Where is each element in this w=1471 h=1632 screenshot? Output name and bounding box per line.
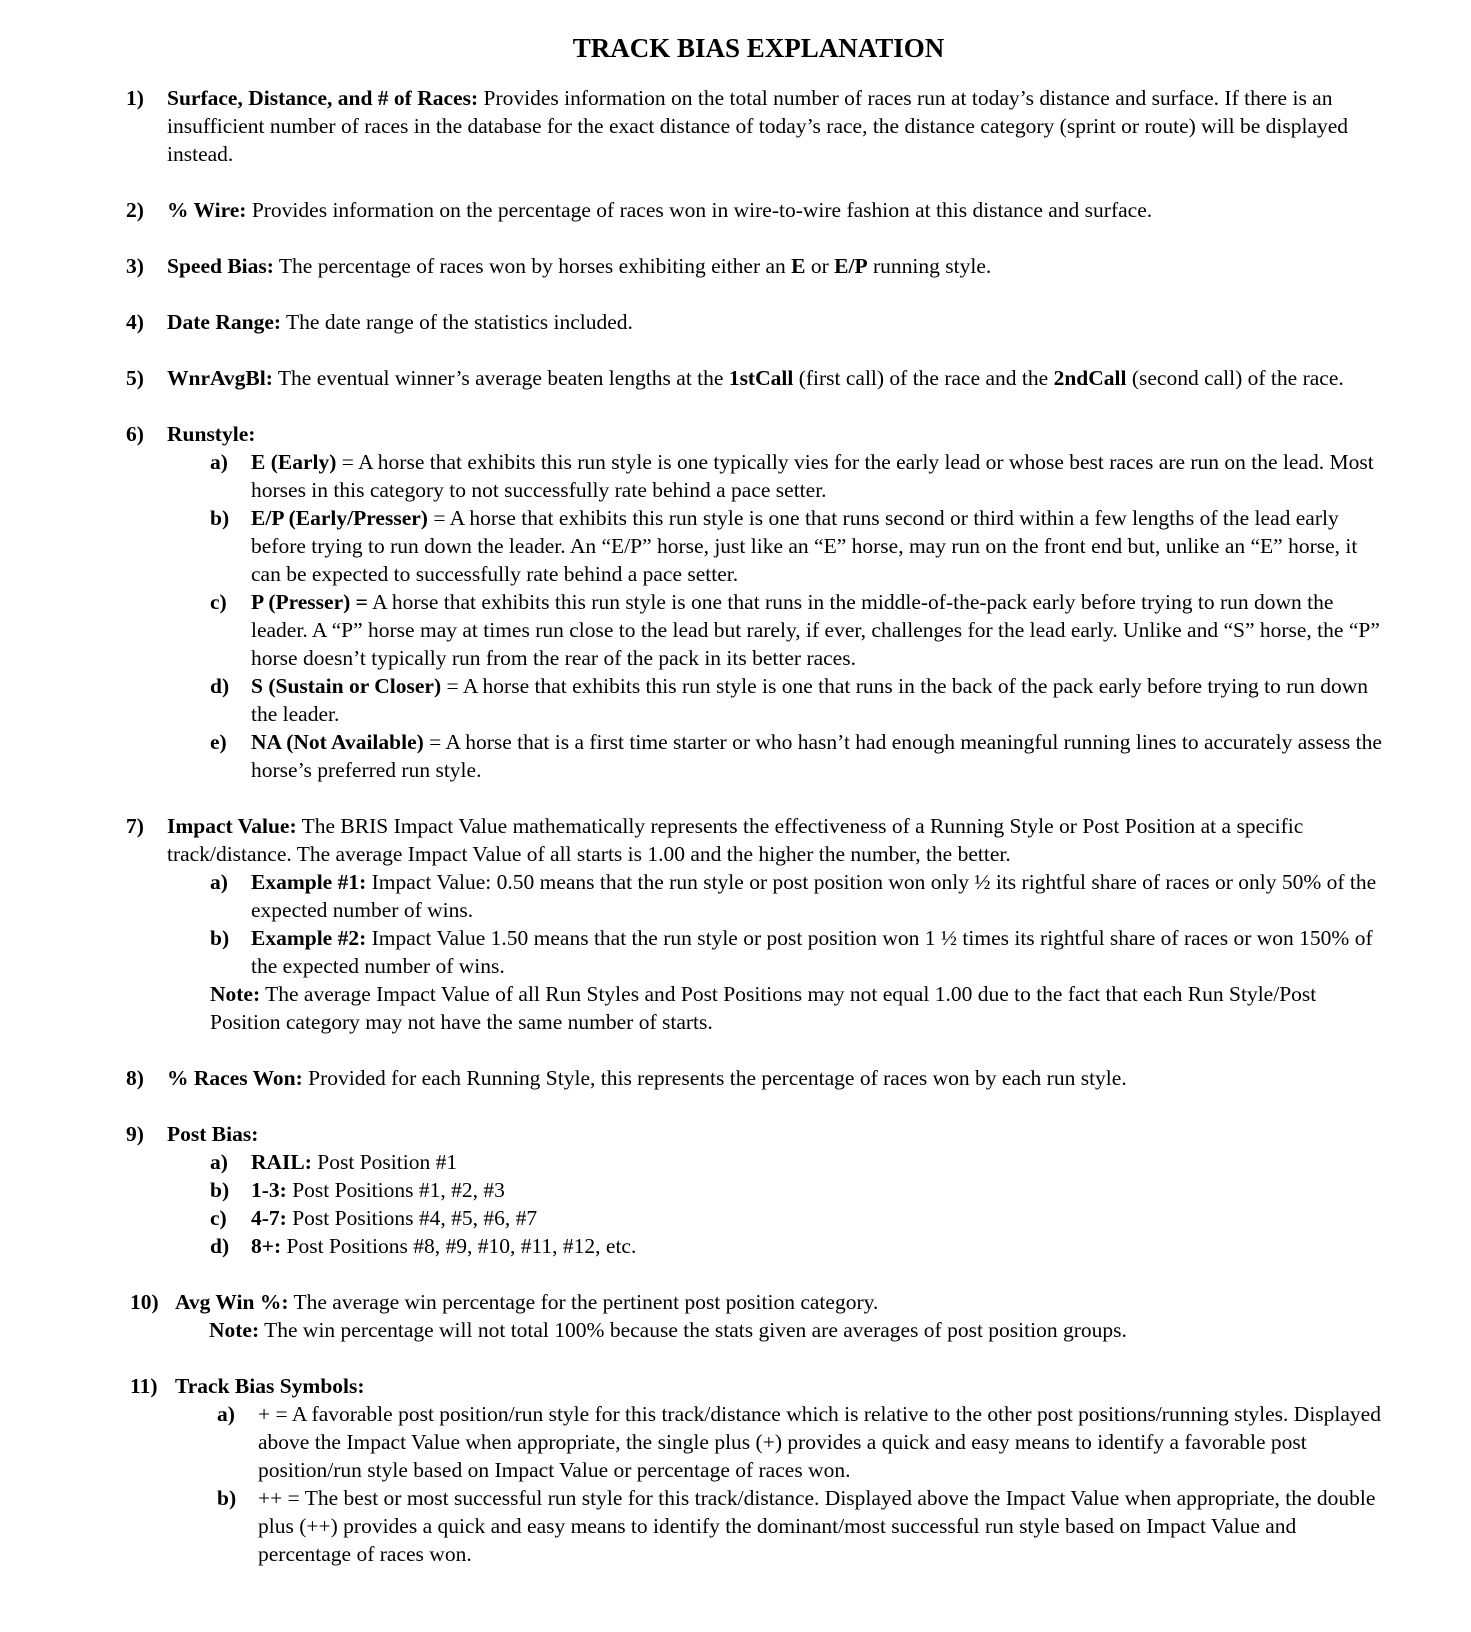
item-term: WnrAvgBl: <box>167 366 273 390</box>
sub-item <box>210 672 1391 728</box>
item-text: (first call) of the race and the <box>793 366 1054 390</box>
sub-term: 1-3: <box>251 1178 287 1202</box>
item-text: running style. <box>867 254 992 278</box>
sub-letter: b) <box>210 506 230 530</box>
item-number: 10) <box>130 1290 159 1314</box>
sub-item <box>210 1232 1391 1260</box>
item-text: or <box>805 254 835 278</box>
item-wire <box>126 196 1391 224</box>
sub-text: A horse that exhibits this run style is one that runs in the middle-of-the-pack early before trying to run down the leader. A “P” horse may at times run close to the lead but rarely, if ever, challenges for the lead early. Unlike and “S” horse, the “P” horse doesn’t typically run from the rear of the pack in its better races. <box>251 590 1380 670</box>
item-term: Avg Win %: <box>175 1290 289 1314</box>
sub-item <box>210 728 1391 784</box>
sub-term: E (Early) <box>251 450 337 474</box>
sub-text: + = A favorable post position/run style for this track/distance which is relative to the other post positions/running styles. Displayed above the Impact Value when appropriate, the single plus (+) provides a quick and easy means to identify a favorable post position/run style based on Impact Value or percentage of races won. <box>258 1402 1381 1482</box>
item-wnravgbl <box>126 364 1391 392</box>
sub-letter: c) <box>210 590 227 614</box>
sub-text: Post Positions #8, #9, #10, #11, #12, etc. <box>281 1234 637 1258</box>
sub-text: Post Positions #1, #2, #3 <box>286 1178 505 1202</box>
sub-letter: c) <box>210 1206 227 1230</box>
item-impact-value <box>126 812 1391 1036</box>
item-avg-win <box>126 1288 1391 1344</box>
item-number: 2) <box>126 198 144 222</box>
item-number: 7) <box>126 814 144 838</box>
item-term: Surface, Distance, and # of Races: <box>167 86 479 110</box>
item-term: % Races Won: <box>167 1066 303 1090</box>
sub-letter: a) <box>217 1402 235 1426</box>
sub-letter: e) <box>210 730 227 754</box>
sub-letter: a) <box>210 450 228 474</box>
sub-term: Example #1: <box>251 870 367 894</box>
sub-item <box>210 868 1391 924</box>
item-text: Provided for each Running Style, this represents the percentage of races won by each run style. <box>302 1066 1127 1090</box>
item-number: 1) <box>126 86 144 110</box>
item-term: % Wire: <box>167 198 247 222</box>
item-track-bias-symbols <box>126 1372 1391 1568</box>
item-text: Provides information on the total number of races run at today’s distance and surface. If there is an insufficient number of races in the database for the exact distance of today’s race, the distance category (sprint or route) will be displayed instead. <box>167 86 1349 166</box>
item-races-won <box>126 1064 1391 1092</box>
item-text: The percentage of races won by horses exhibiting either an <box>273 254 792 278</box>
page-title: TRACK BIAS EXPLANATION <box>572 33 945 63</box>
sub-letter: b) <box>210 1178 230 1202</box>
sub-text: Post Positions #4, #5, #6, #7 <box>286 1206 538 1230</box>
sub-term: RAIL: <box>251 1150 312 1174</box>
item-term: Post Bias: <box>167 1122 259 1146</box>
sub-letter: d) <box>210 1234 230 1258</box>
sub-term: Example #2: <box>251 926 367 950</box>
sub-text: Impact Value 1.50 means that the run style or post position won 1 ½ times its rightful share of races or won 150% of the expected number of wins. <box>251 926 1373 978</box>
item-term: Date Range: <box>167 310 282 334</box>
sub-letter: b) <box>217 1486 237 1510</box>
sub-term: 8+: <box>251 1234 282 1258</box>
note-text: The win percentage will not total 100% because the stats given are averages of post position groups. <box>259 1318 1127 1342</box>
sub-item <box>217 1400 1391 1484</box>
sub-item <box>217 1484 1391 1568</box>
sub-item <box>210 448 1391 504</box>
sub-item <box>210 588 1391 672</box>
note <box>209 1316 1391 1344</box>
item-text: The average win percentage for the pertinent post position category. <box>288 1290 879 1314</box>
item-term: Track Bias Symbols: <box>175 1374 365 1398</box>
sub-letter: b) <box>210 926 230 950</box>
sub-term: 4-7: <box>251 1206 287 1230</box>
item-term: Runstyle: <box>167 422 256 446</box>
sub-text: = A horse that exhibits this run style is one that runs second or third within a few lengths of the lead early before trying to run down the leader. An “E/P” horse, just like an “E” horse, may run on the front end but, unlike an “E” horse, it can be expected to successfully rate behind a pace setter. <box>251 506 1358 586</box>
note-term: Note: <box>210 982 261 1006</box>
item-term: Speed Bias: <box>167 254 274 278</box>
sub-item <box>210 924 1391 980</box>
sub-text: = A horse that exhibits this run style is one that runs in the back of the pack early before trying to run down the leader. <box>251 674 1369 726</box>
item-text: The BRIS Impact Value mathematically represents the effectiveness of a Running Style or Post Position at a specific track/distance. The average Impact Value of all starts is 1.00 and the higher the number, the better. <box>167 814 1304 866</box>
sub-text: Impact Value: 0.50 means that the run style or post position won only ½ its rightful share of races or only 50% of the expected number of wins. <box>251 870 1377 922</box>
item-speed-bias <box>126 252 1391 280</box>
item-number: 9) <box>126 1122 144 1146</box>
item-text: (second call) of the race. <box>1126 366 1344 390</box>
sub-letter: a) <box>210 1150 228 1174</box>
sub-letter: d) <box>210 674 230 698</box>
note-term: Note: <box>209 1318 260 1342</box>
sub-item <box>210 1204 1391 1232</box>
item-surface-distance <box>126 84 1391 168</box>
sub-text: Post Position #1 <box>311 1150 458 1174</box>
item-text: The date range of the statistics included. <box>281 310 633 334</box>
sub-item <box>210 1176 1391 1204</box>
sub-text: = A horse that is a first time starter or who hasn’t had enough meaningful running lines to accurately assess the horse’s preferred run style. <box>251 730 1382 782</box>
item-number: 3) <box>126 254 144 278</box>
note <box>210 980 1391 1036</box>
item-number: 4) <box>126 310 144 334</box>
sub-term: NA (Not Available) <box>251 730 424 754</box>
bold-2ndcall: 2ndCall <box>1053 366 1127 390</box>
item-number: 5) <box>126 366 144 390</box>
item-number: 6) <box>126 422 144 446</box>
sub-term: P (Presser) = <box>251 590 368 614</box>
bold-1stcall: 1stCall <box>728 366 794 390</box>
sub-text: ++ = The best or most successful run style for this track/distance. Displayed above the Impact Value when appropriate, the double plus (++) provides a quick and easy means to identify the dominant/most successful run style based on Impact Value and percentage of races won. <box>258 1486 1376 1566</box>
note-text: The average Impact Value of all Run Styles and Post Positions may not equal 1.00 due to the fact that each Run Style/Post Position category may not have the same number of starts. <box>210 982 1317 1034</box>
item-post-bias <box>126 1120 1391 1260</box>
sub-term: S (Sustain or Closer) <box>251 674 442 698</box>
bold-e: E <box>791 254 806 278</box>
item-number: 8) <box>126 1066 144 1090</box>
item-text: The eventual winner’s average beaten lengths at the <box>272 366 729 390</box>
bold-ep: E/P <box>834 254 868 278</box>
sub-item <box>210 1148 1391 1176</box>
sub-text: = A horse that exhibits this run style is one typically vies for the early lead or whose best races are run on the lead. Most horses in this category to not successfully rate behind a pace setter. <box>251 450 1374 502</box>
sub-item <box>210 504 1391 588</box>
item-term: Impact Value: <box>167 814 297 838</box>
sub-term: E/P (Early/Presser) <box>251 506 428 530</box>
item-date-range <box>126 308 1391 336</box>
item-runstyle <box>126 420 1391 784</box>
item-text: Provides information on the percentage of races won in wire-to-wire fashion at this distance and surface. <box>246 198 1153 222</box>
item-number: 11) <box>130 1374 158 1398</box>
sub-letter: a) <box>210 870 228 894</box>
